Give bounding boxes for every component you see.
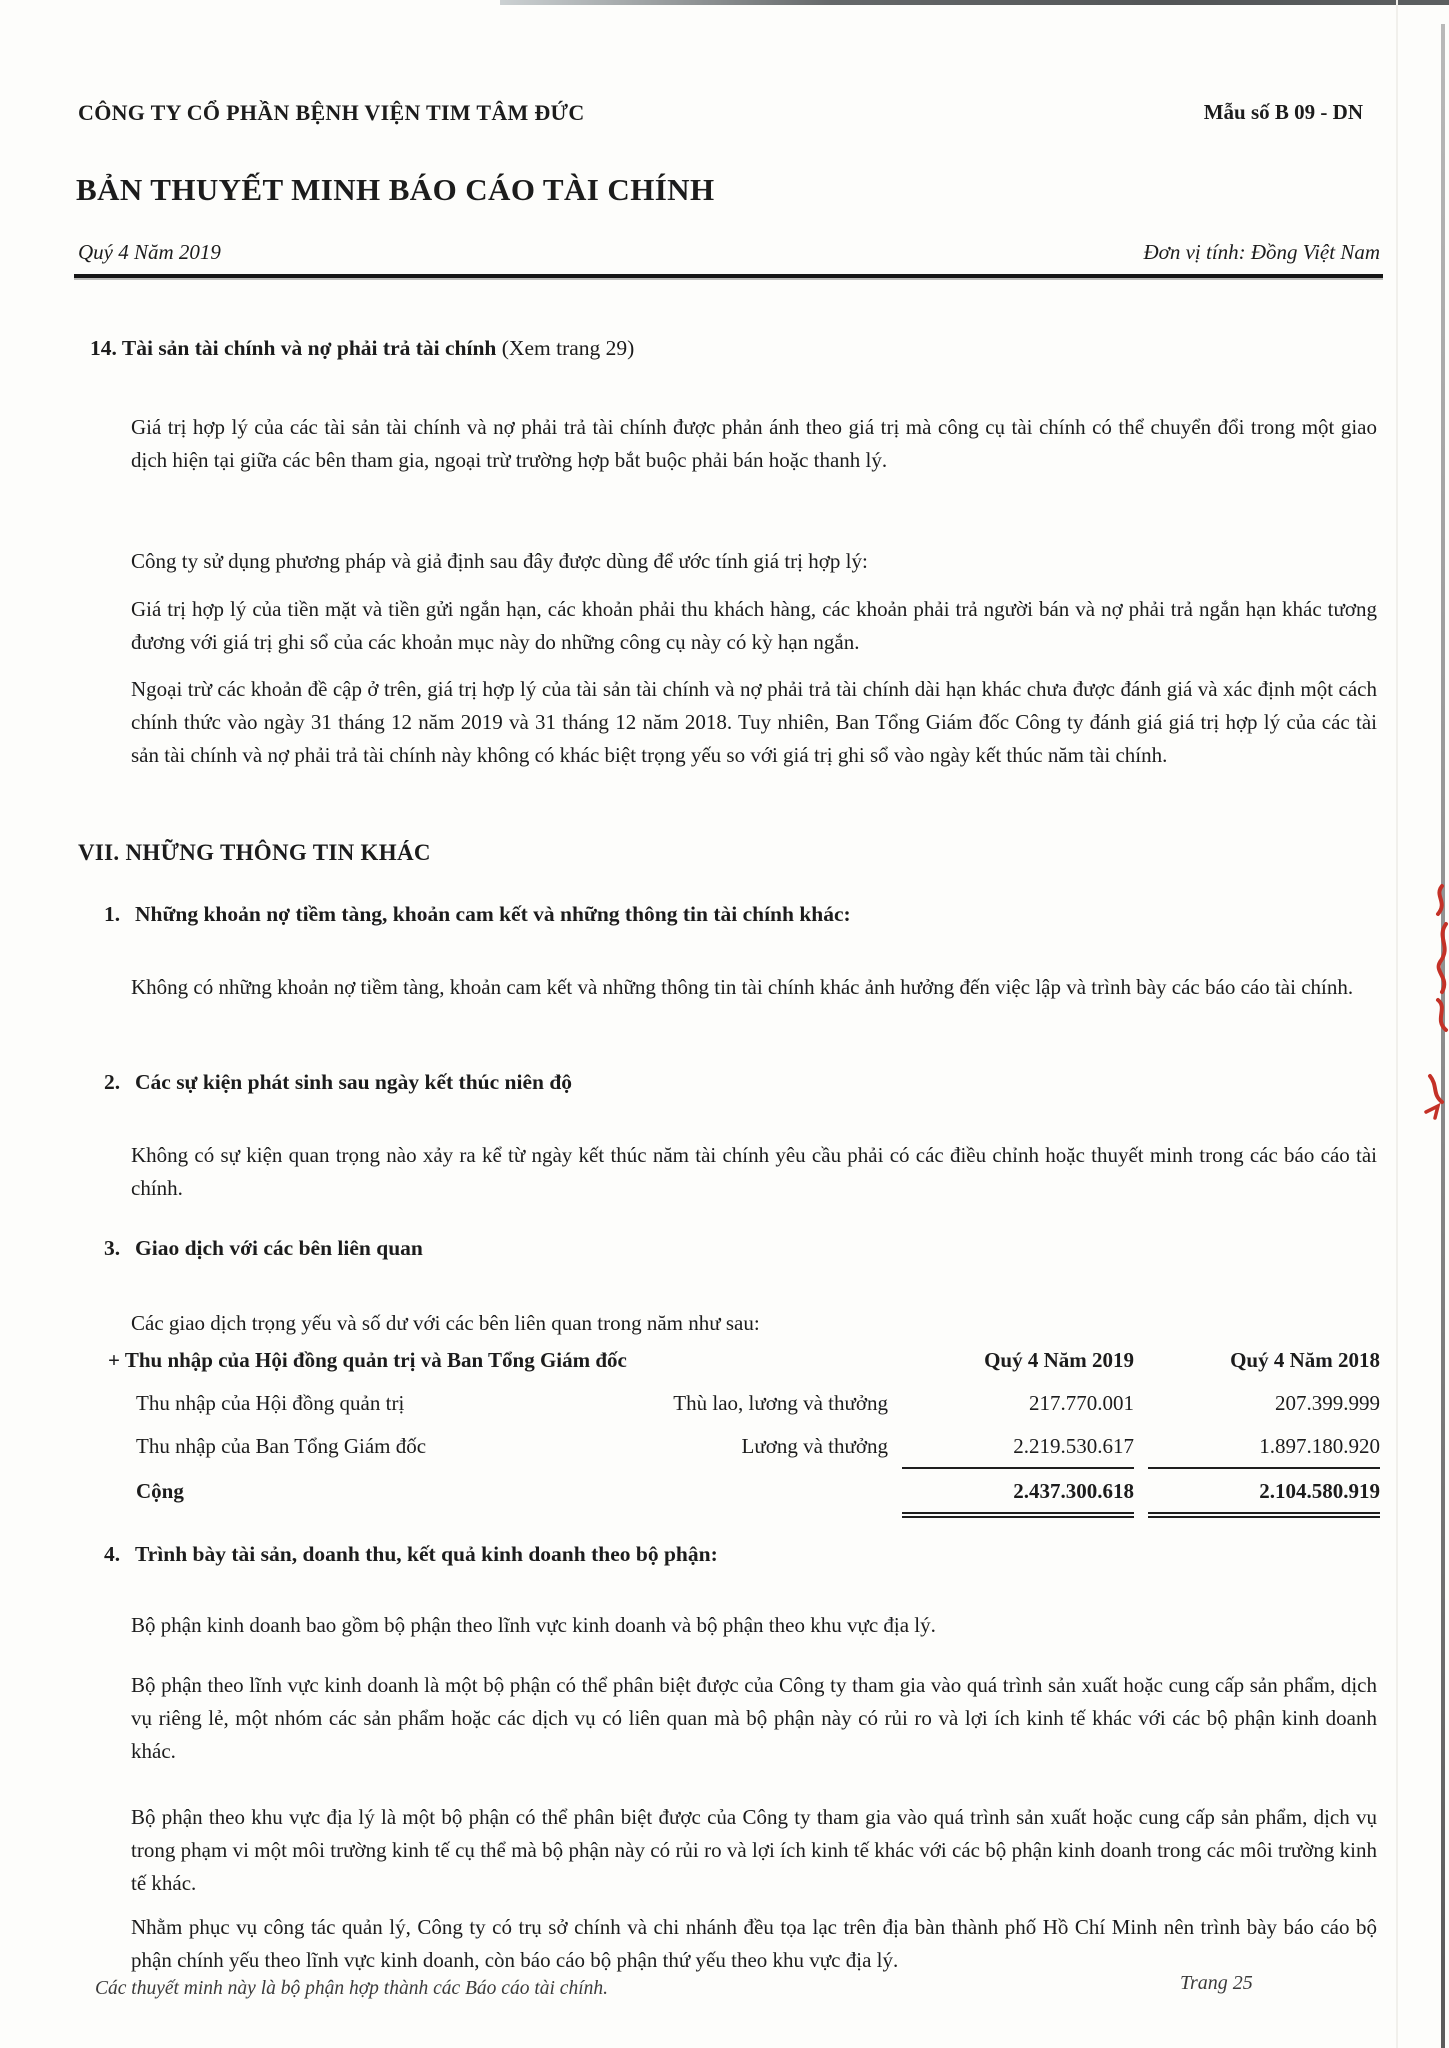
related-party-table: [108, 1338, 1380, 1518]
item1-number: 1.: [104, 902, 121, 926]
table-header-label: + Thu nhập của Hội đồng quản trị và Ban Tổng Giám đốc: [108, 1348, 627, 1372]
header-rule: [74, 274, 1383, 278]
company-name: CÔNG TY CỔ PHẦN BỆNH VIỆN TIM TÂM ĐỨC: [78, 100, 585, 125]
table-row-nature: Thù lao, lương và thưởng: [673, 1391, 888, 1415]
item3-number: 3.: [104, 1236, 121, 1260]
item4-paragraph: Bộ phận kinh doanh bao gồm bộ phận theo lĩnh vực kinh doanh và bộ phận theo khu vực địa lý.: [131, 1613, 936, 1637]
item1-title: Những khoản nợ tiềm tàng, khoản cam kết và những thông tin tài chính khác:: [135, 902, 851, 926]
table-total-spacer: [618, 1469, 888, 1518]
currency-unit: Đơn vị tính: Đồng Việt Nam: [1143, 240, 1380, 264]
section14-title-suffix: (Xem trang 29): [496, 336, 635, 360]
table-row-item: Thu nhập của Ban Tổng Giám đốc: [136, 1434, 427, 1458]
item4-number: 4.: [104, 1542, 121, 1566]
item2-title: Các sự kiện phát sinh sau ngày kết thúc niên độ: [135, 1070, 573, 1094]
section14-title: Tài sản tài chính và nợ phải trả tài chính: [121, 336, 497, 360]
table-row-nature: Lương và thưởng: [741, 1434, 888, 1458]
item4-paragraph: Bộ phận theo khu vực địa lý là một bộ phận có thể phân biệt được của Công ty tham gia vào quá trình sản xuất hoặc cung cấp sản phẩm, dịch vụ trong phạm vi một môi trường kinh tế cụ thể mà bộ phận này có rủi ro và lợi ích kinh tế khác với các bộ phận kinh doanh trong các môi trường kinh tế khác.: [131, 1805, 1377, 1895]
table-row-value-2019: 2.219.530.617: [902, 1424, 1134, 1469]
section14-paragraph: Công ty sử dụng phương pháp và giả định sau đây được dùng để ước tính giá trị hợp lý:: [131, 549, 868, 573]
scan-streak: [1396, 0, 1398, 2048]
table-row-item: Thu nhập của Hội đồng quản trị: [136, 1391, 405, 1415]
scan-shadow-top: [500, 0, 1449, 5]
page-title: BẢN THUYẾT MINH BÁO CÁO TÀI CHÍNH: [76, 172, 715, 207]
item3-paragraph: Các giao dịch trọng yếu và số dư với các bên liên quan trong năm như sau:: [131, 1311, 760, 1335]
table-col-2018: Quý 4 Năm 2018: [1230, 1348, 1380, 1372]
section14-number: 14.: [90, 336, 117, 360]
item2-paragraph: Không có sự kiện quan trọng nào xảy ra kể từ ngày kết thúc năm tài chính yêu cầu phải có các điều chỉnh hoặc thuyết minh trong các báo cáo tài chính.: [131, 1143, 1377, 1200]
table-row-value-2019: 217.770.001: [1029, 1391, 1134, 1415]
table-total-label: Cộng: [136, 1479, 184, 1503]
item4-paragraph: Bộ phận theo lĩnh vực kinh doanh là một bộ phận có thể phân biệt được của Công ty tham gia vào quá trình sản xuất hoặc cung cấp sản phẩm, dịch vụ riêng lẻ, một nhóm các sản phẩm hoặc các dịch vụ có liên quan mà bộ phận này có rủi ro và lợi ích kinh tế khác với các bộ phận kinh doanh khác.: [131, 1673, 1377, 1763]
table-row-value-2018: 207.399.999: [1275, 1391, 1380, 1415]
item4-title: Trình bày tài sản, doanh thu, kết quả kinh doanh theo bộ phận:: [135, 1542, 718, 1566]
item3-title: Giao dịch với các bên liên quan: [135, 1236, 423, 1260]
table-col-2019: Quý 4 Năm 2019: [984, 1348, 1134, 1372]
section14-paragraph: Ngoại trừ các khoản đề cập ở trên, giá trị hợp lý của tài sản tài chính và nợ phải trả tài chính dài hạn khác chưa được đánh giá và xác định một cách chính thức vào ngày 31 tháng 12 năm 2019 và 31 tháng 12 năm 2018. Tuy nhiên, Ban Tổng Giám đốc Công ty đánh giá giá trị hợp lý của các tài sản tài chính và nợ phải trả tài chính này không có khác biệt trọng yếu so với giá trị ghi sổ vào ngày kết thúc năm tài chính.: [131, 677, 1377, 767]
section14-paragraph: Giá trị hợp lý của tiền mặt và tiền gửi ngắn hạn, các khoản phải thu khách hàng, các khoản phải trả người bán và nợ phải trả ngắn hạn khác tương đương với giá trị ghi sổ của các khoản mục này do những công cụ này có kỳ hạn ngắn.: [131, 597, 1377, 654]
table-total-2019: 2.437.300.618: [902, 1469, 1134, 1518]
form-number: Mẫu số B 09 - DN: [1203, 100, 1363, 124]
footer-page-number: Trang 25: [1180, 1972, 1253, 1994]
section14-paragraph: Giá trị hợp lý của các tài sản tài chính và nợ phải trả tài chính được phản ánh theo giá trị mà công cụ tài chính có thể chuyển đổi trong một giao dịch hiện tại giữa các bên tham gia, ngoại trừ trường hợp bắt buộc phải bán hoặc thanh lý.: [131, 415, 1377, 472]
footer-note: Các thuyết minh này là bộ phận hợp thành các Báo cáo tài chính.: [95, 1978, 608, 1999]
scan-edge-line: [1441, 24, 1445, 2048]
section7-heading: VII. NHỮNG THÔNG TIN KHÁC: [78, 840, 431, 865]
item4-paragraph: Nhằm phục vụ công tác quản lý, Công ty có trụ sở chính và chi nhánh đều tọa lạc trên địa bàn thành phố Hồ Chí Minh nên trình bày báo cáo bộ phận chính yếu theo lĩnh vực kinh doanh, còn báo cáo bộ phận thứ yếu theo khu vực địa lý.: [131, 1915, 1377, 1972]
item1-paragraph: Không có những khoản nợ tiềm tàng, khoản cam kết và những thông tin tài chính khác ảnh hưởng đến việc lập và trình bày các báo cáo tài chính.: [131, 975, 1354, 999]
table-total-2018: 2.104.580.919: [1148, 1469, 1380, 1518]
report-period: Quý 4 Năm 2019: [78, 240, 221, 264]
table-row-value-2018: 1.897.180.920: [1148, 1424, 1380, 1469]
item2-number: 2.: [104, 1070, 121, 1094]
section14-heading: [90, 336, 634, 361]
